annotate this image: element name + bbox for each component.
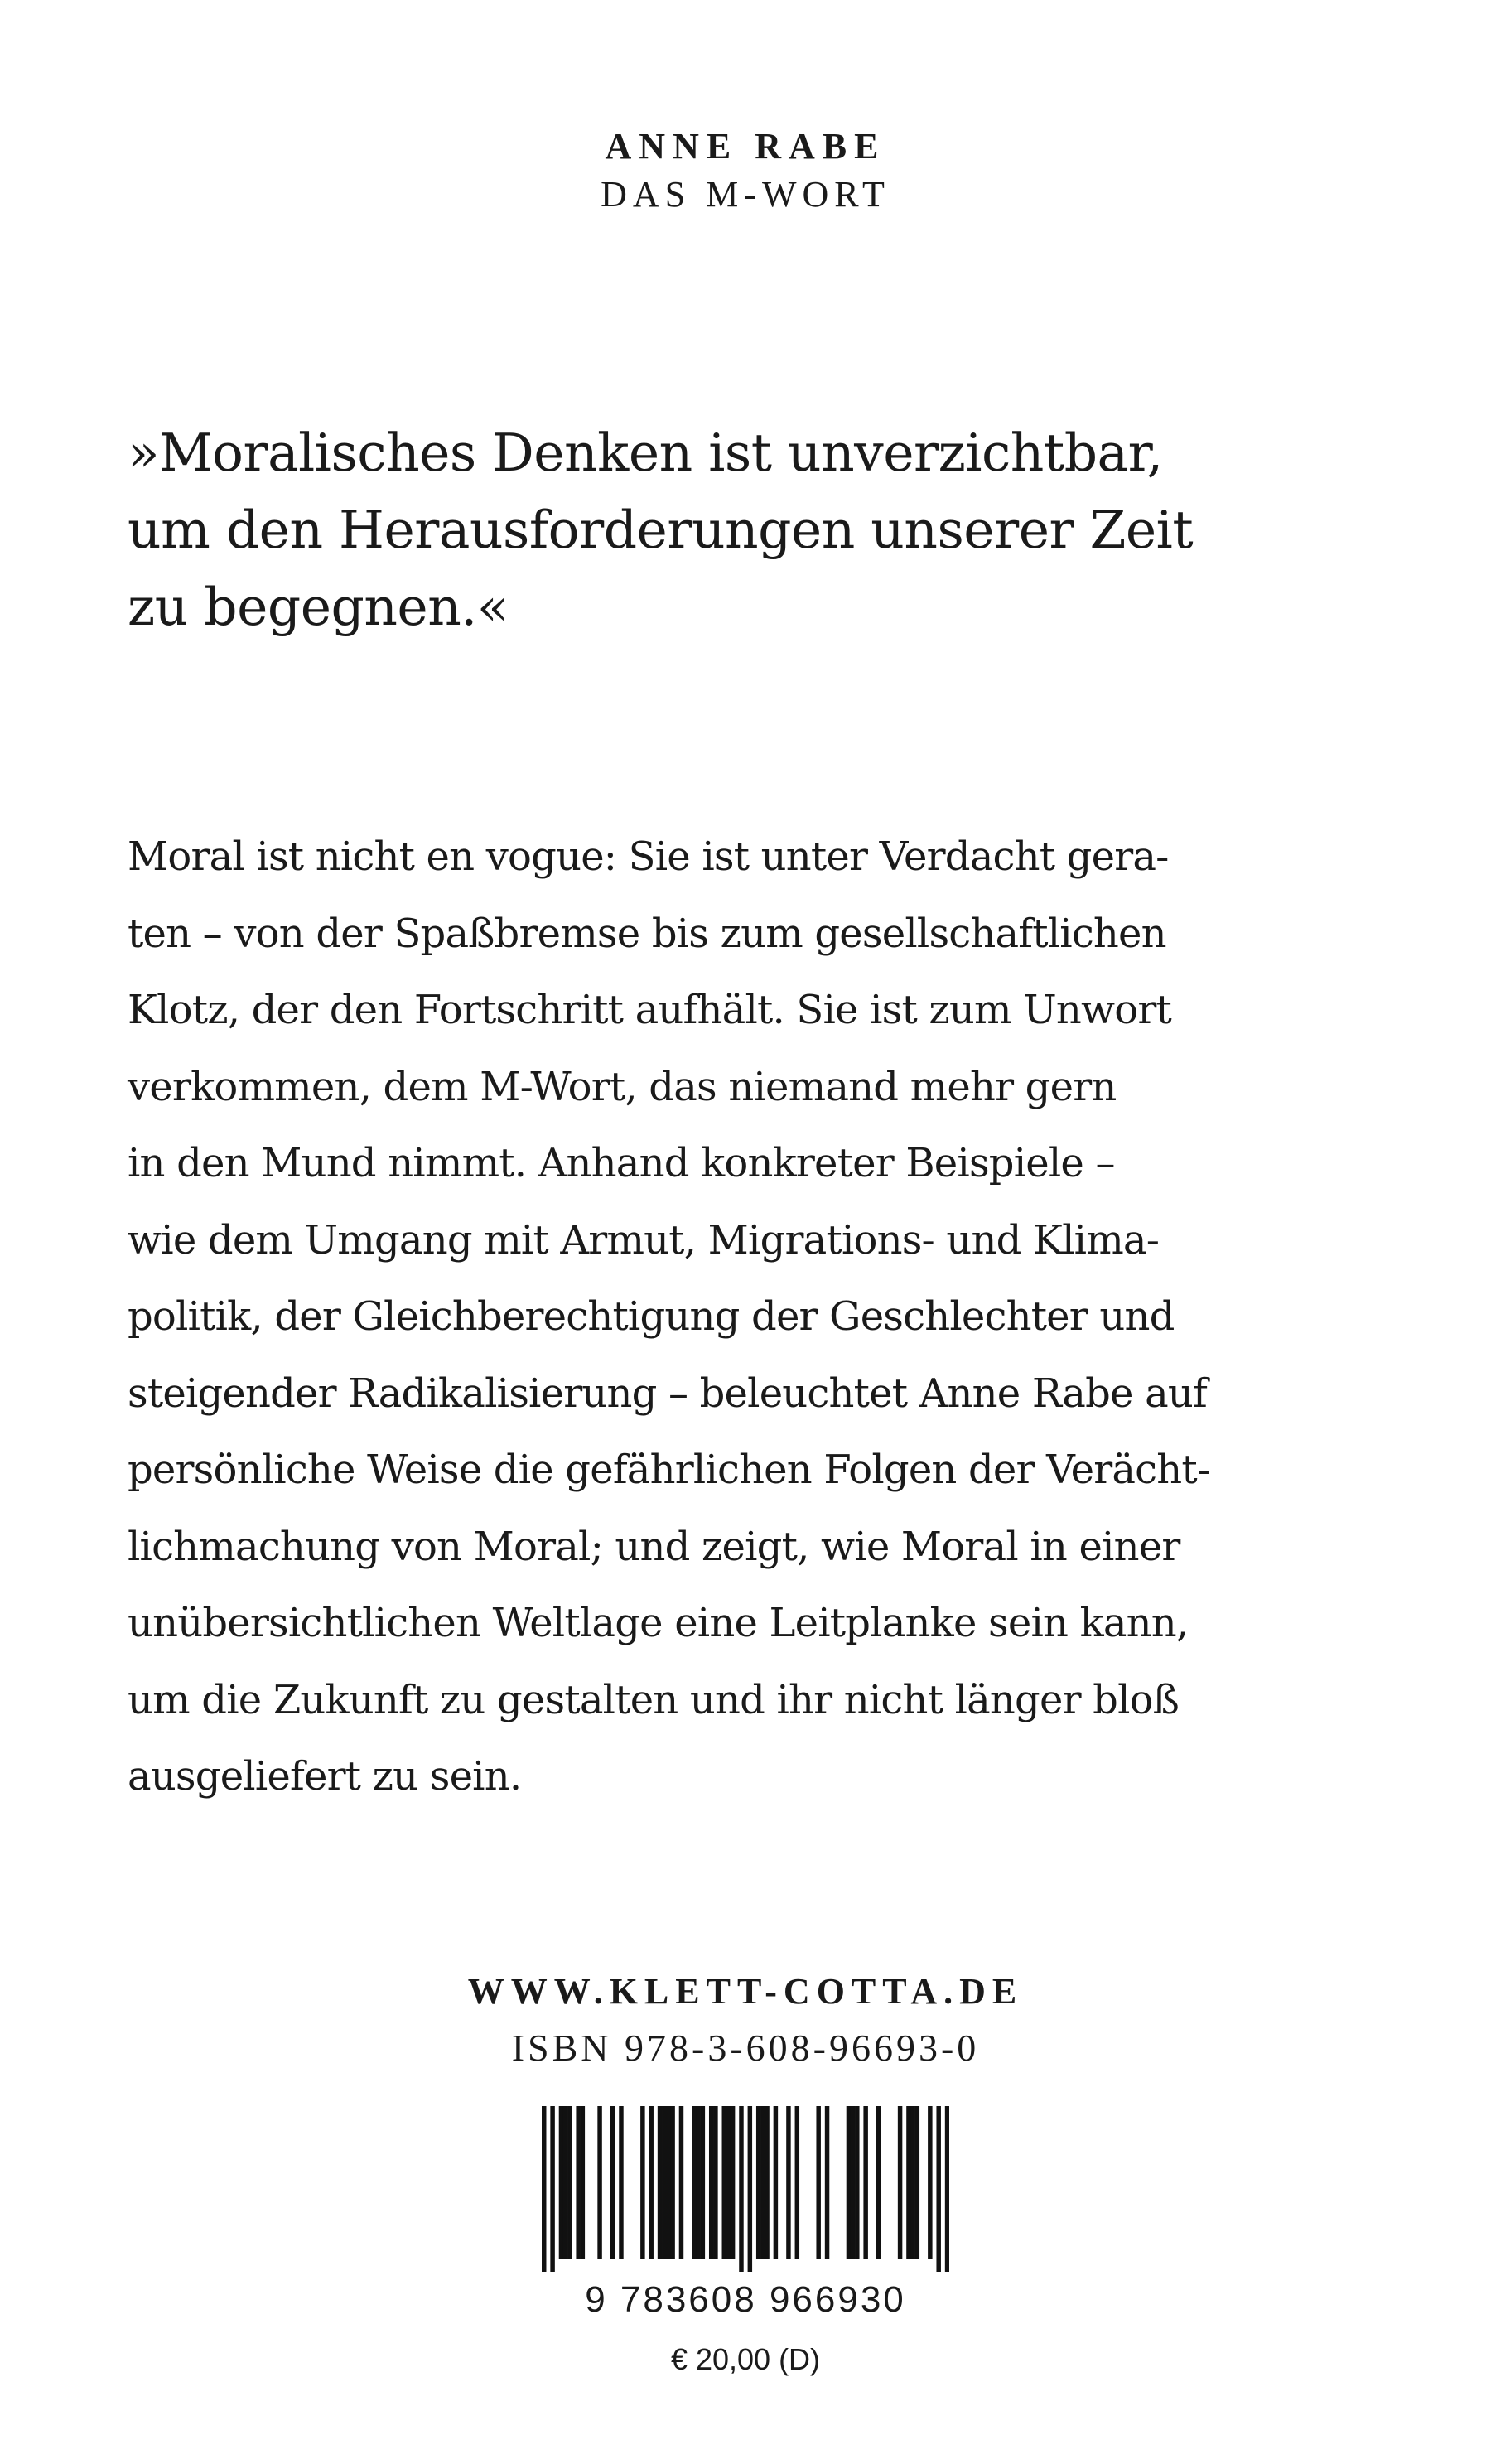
barcode-bar (640, 2106, 644, 2259)
barcode-bar (756, 2106, 760, 2259)
author-name: ANNE RABE (605, 126, 886, 167)
barcode-bar (774, 2106, 778, 2259)
quote-line: zu begegnen.« (128, 577, 509, 637)
blurb-line: ausgeliefert zu sein. (128, 1753, 522, 1800)
barcode-bar (722, 2106, 726, 2259)
blurb-line: ten – von der Spaßbremse bis zum gesellschaftlichen (128, 910, 1166, 957)
barcode-bar (619, 2106, 623, 2259)
barcode-bar (567, 2106, 572, 2259)
barcode-bar (898, 2106, 902, 2259)
barcode-bars (542, 2106, 949, 2272)
blurb-line: Klotz, der den Fortschritt aufhält. Sie ist zum Unwort (128, 987, 1171, 1033)
barcode-graphic (542, 2106, 949, 2272)
publisher-url: WWW.KLETT-COTTA.DE (467, 1971, 1024, 2012)
barcode-bar (825, 2106, 829, 2259)
barcode-bar (658, 2106, 662, 2259)
blurb-line: steigender Radikalisierung – beleuchtet Anne Rabe auf (128, 1370, 1207, 1417)
barcode-bar (739, 2106, 743, 2272)
barcode-bar (581, 2106, 585, 2259)
barcode-bar (692, 2106, 696, 2259)
barcode-bar (670, 2106, 674, 2259)
barcode-bar (662, 2106, 666, 2259)
barcode-bar (876, 2106, 881, 2259)
barcode-bar (906, 2106, 910, 2259)
blurb-line: wie dem Umgang mit Armut, Migrations- und Klima- (128, 1216, 1160, 1263)
book-title: DAS M-WORT (601, 174, 890, 215)
barcode-bar (936, 2106, 940, 2272)
blurb-line: in den Mund nimmt. Anhand konkreter Beispiele – (128, 1140, 1115, 1186)
barcode-bar (649, 2106, 653, 2259)
barcode-bar (576, 2106, 580, 2259)
isbn-text: ISBN 978-3-608-96693-0 (511, 2027, 980, 2069)
barcode-bar (679, 2106, 683, 2259)
barcode-bar (910, 2106, 914, 2259)
barcode-bar (945, 2106, 949, 2272)
barcode-bar (696, 2106, 700, 2259)
barcode-bar (847, 2106, 851, 2259)
barcode-bar (559, 2106, 563, 2259)
barcode-bar (760, 2106, 765, 2259)
barcode-bar (610, 2106, 615, 2259)
blurb-line: politik, der Gleichberechtigung der Geschlechter und (128, 1293, 1175, 1340)
barcode-bar (563, 2106, 567, 2259)
barcode-bar (666, 2106, 670, 2259)
barcode-bar (731, 2106, 735, 2259)
barcode-bar (726, 2106, 731, 2259)
cover-header (0, 123, 1491, 219)
barcode-bar (795, 2106, 799, 2259)
blurb-line: unübersichtlichen Weltlage eine Leitplanke sein kann, (128, 1600, 1189, 1646)
barcode-bar (709, 2106, 713, 2259)
barcode-bar (748, 2106, 752, 2272)
price-label: € 20,00 (D) (670, 2342, 821, 2376)
barcode-bar (713, 2106, 717, 2259)
barcode-bar (765, 2106, 769, 2259)
barcode-bar (863, 2106, 867, 2259)
blurb-line: verkommen, dem M-Wort, das niemand mehr gern (128, 1063, 1117, 1110)
quote-line: »Moralisches Denken ist unverzichtbar, (128, 423, 1163, 483)
pull-quote (128, 414, 1387, 645)
blurb-line: um die Zukunft zu gestalten und ihr nicht länger bloß (128, 1676, 1180, 1723)
barcode-number: 9 783608 966930 (585, 2279, 906, 2320)
blurb-line: lichmachung von Moral; und zeigt, wie Moral in einer (128, 1523, 1180, 1570)
quote-line: um den Herausforderungen unserer Zeit (128, 500, 1194, 560)
blurb-line: Moral ist nicht en vogue: Sie ist unter Verdacht gera- (128, 833, 1169, 880)
barcode-bar (542, 2106, 546, 2272)
blurb-line: persönliche Weise die gefährlichen Folgen der Verächt- (128, 1447, 1210, 1493)
barcode-bar (915, 2106, 919, 2259)
barcode-bar (928, 2106, 932, 2259)
barcode-bar (550, 2106, 554, 2272)
barcode-bar (855, 2106, 859, 2259)
blurb-text (128, 819, 1387, 1815)
barcode-bar (851, 2106, 855, 2259)
barcode-bar (701, 2106, 705, 2259)
barcode-bar (597, 2106, 601, 2259)
barcode-bar (786, 2106, 790, 2259)
barcode-bar (816, 2106, 820, 2259)
